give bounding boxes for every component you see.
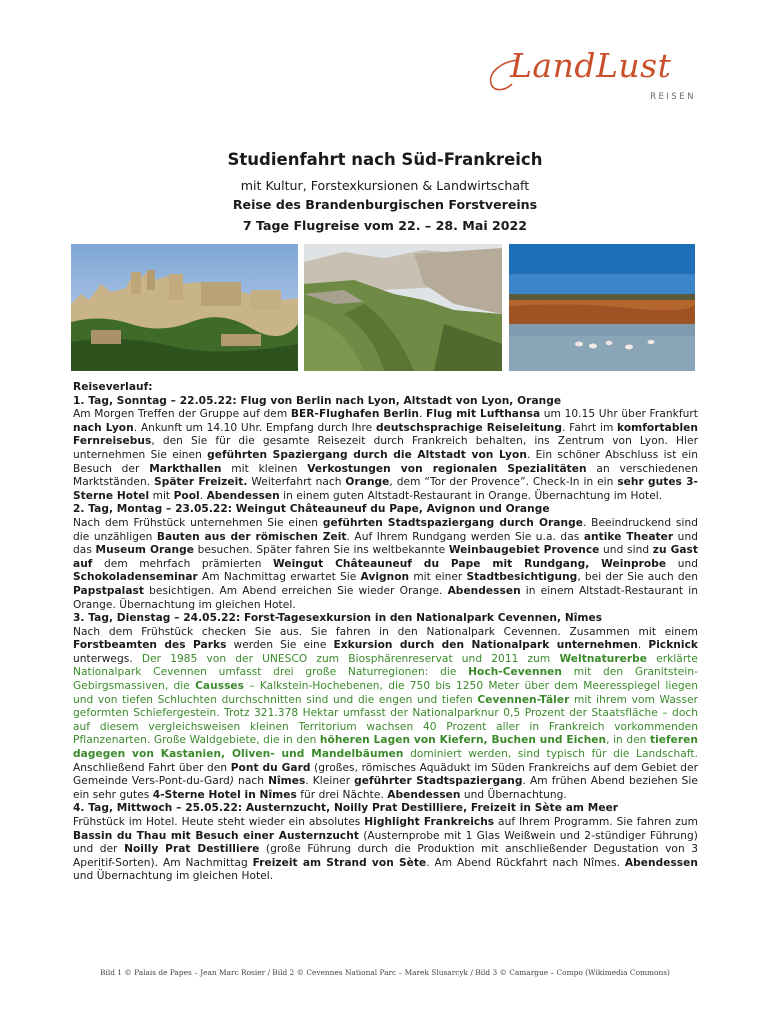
day2-title: 2. Tag, Montag – 23.05.22: Weingut Châteauneuf du Pape, Avignon und Orange <box>73 503 550 516</box>
day1-description: Am Morgen Treffen der Gruppe auf dem BER-Flughafen Berlin. Flug mit Lufthansa um 10.15 Uhr über Frankfurt nach Lyon. Ankunft um 14.10 Uhr. Empfang durch Ihre deutschsprachige Reiseleitung. Fahrt im komfortablen Fernreisebus, den Sie für die gesamte Reisezeit durch Frankreich behalten, ins Zentrum von Lyon. Hier unternehmen Sie einen geführten Spaziergang durch die Altstadt von Lyon. Ein schöner Abschluss ist ein Besuch der Markthallen mit kleinen Verkostungen von regionalen Spezialitäten an verschiedenen Marktständen. Später Freizeit. Weiterfahrt nach Orange, dem “Tor der Provence”. Check-In in ein sehr gutes 3-Sterne Hotel mit Pool. Abendessen in einem guten Altstadt-Restaurant in Orange. Übernachtung im Hotel. <box>73 408 699 502</box>
day4-description: Frühstück im Hotel. Heute steht wieder ein absolutes Highlight Frankreichs auf Ihrem Programm. Sie fahren zum Bassin du Thau mit Besuch einer Austernzucht (Austernprobe mit 1 Glas Weißwein und 2-stündiger Führung) und der Noilly Prat Destilliere (große Führung durch die Produktion mit anschließender Degustation von 3 Aperitif-Sorten). Am Nachmittag Freizeit am Strand von Sète. Am Abend Rückfahrt nach Nîmes. Abendessen und Übernachtung im gleichen Hotel. <box>73 816 699 883</box>
logo-reisen-text: REISEN <box>650 92 696 102</box>
day4-title: 4. Tag, Mittwoch – 25.05.22: Austernzucht, Noilly Prat Destilliere, Freizeit in Sète am Meer <box>73 802 619 815</box>
day2-description: Nach dem Frühstück unternehmen Sie einen geführten Stadtspaziergang durch Orange. Beeindruckend sind die unzähligen Bauten aus der römischen Zeit. Auf Ihrem Rundgang werden Sie u.a. das antike Theater und das Museum Orange besuchen. Später fahren Sie ins weltbekannte Weinbaugebiet Provence und sind zu Gast auf dem mehrfach prämierten Weingut Châteauneuf du Pape mit Rundgang, Weinprobe und Schokoladenseminar Am Nachmittag erwartet Sie Avignon mit einer Stadtbesichtigung, bei der Sie auch den Papstpalast besichtigen. Am Abend erreichen Sie wieder Orange. Abendessen in einem Altstadt-Restaurant in Orange. Übernachtung im gleichen Hotel. <box>73 516 698 611</box>
photo-cevennes-canyon <box>304 244 502 371</box>
subtitle-organizer: Reise des Brandenburgischen Forstvereins <box>232 197 538 212</box>
day1-title: 1. Tag, Sonntag – 22.05.22: Flug von Berlin nach Lyon, Altstadt von Lyon, Orange <box>73 394 562 407</box>
day3-title: 3. Tag, Dienstag – 24.05.22: Forst-Tagesexkursion in den Nationalpark Cevennen, Nîmes <box>73 612 603 625</box>
photo-credits: Bild 1 © Palais de Papes – Jean Marc Rosier / Bild 2 © Cevennes National Parc – Marek Slusarcyk / Bild 3 © Camargue – Compo (Wikimedia Commons) <box>100 968 670 977</box>
logo-wordmark: LandLust <box>510 46 672 85</box>
photo-camargue-flamingos <box>509 244 695 371</box>
page-title: Studienfahrt nach Süd-Frankreich <box>227 150 543 169</box>
subtitle-topics: mit Kultur, Forstexkursionen & Landwirtschaft <box>240 178 530 193</box>
itinerary <box>73 381 698 884</box>
landlust-logo <box>486 38 702 106</box>
photo-palais-des-papes <box>71 244 298 371</box>
subtitle-dates: 7 Tage Flugreise vom 22. – 28. Mai 2022 <box>242 218 528 233</box>
day3-description: Nach dem Frühstück checken Sie aus. Sie fahren in den Nationalpark Cevennen. Zusammen mit einem Forstbeamten des Parks werden Sie eine Exkursion durch den Nationalpark unternehmen. Picknick unterwegs. Der 1985 von der UNESCO zum Biosphärenreservat und 2011 zum Weltnaturerbe erklärte Nationalpark Cevennen umfasst drei große Naturregionen: die Hoch-Cevennen mit den Granitstein-Gebirgsmassiven, die Causses – Kalkstein-Hochebenen, die 750 bis 1250 Meter über dem Meeresspiegel liegen und von tiefen Schluchten durchschnitten sind und die engen und tiefen Cevennen-Täler mit ihrem vom Wasser geformten Schiefergestein. Trotz 321.378 Hektar umfasst der Nationalparknur 0,5 Prozent der Staatsfläche – doch auf diesem vergleichsweisen kleinen Territorium wachsen 40 Prozent aller in Frankreich vorkommenden Pflanzenarten. Große Waldgebiete, die in den höheren Lagen von Kiefern, Buchen und Eichen, in den tieferen dagegen von Kastanien, Oliven- und Mandelbäumen dominiert werden, sind typisch für die Landschaft. Anschließend Fahrt über den Pont du Gard (großes, römisches Aquädukt im Süden Frankreichs auf dem Gebiet der Gemeinde Vers-Pont-du-Gard) nach Nîmes. Kleiner geführter Stadtspaziergang. Am frühen Abend beziehen Sie ein sehr gutes 4-Sterne Hotel in Nîmes für drei Nächte. Abendessen und Übernachtung. <box>73 625 698 801</box>
itinerary-heading: Reiseverlauf: <box>73 381 153 393</box>
